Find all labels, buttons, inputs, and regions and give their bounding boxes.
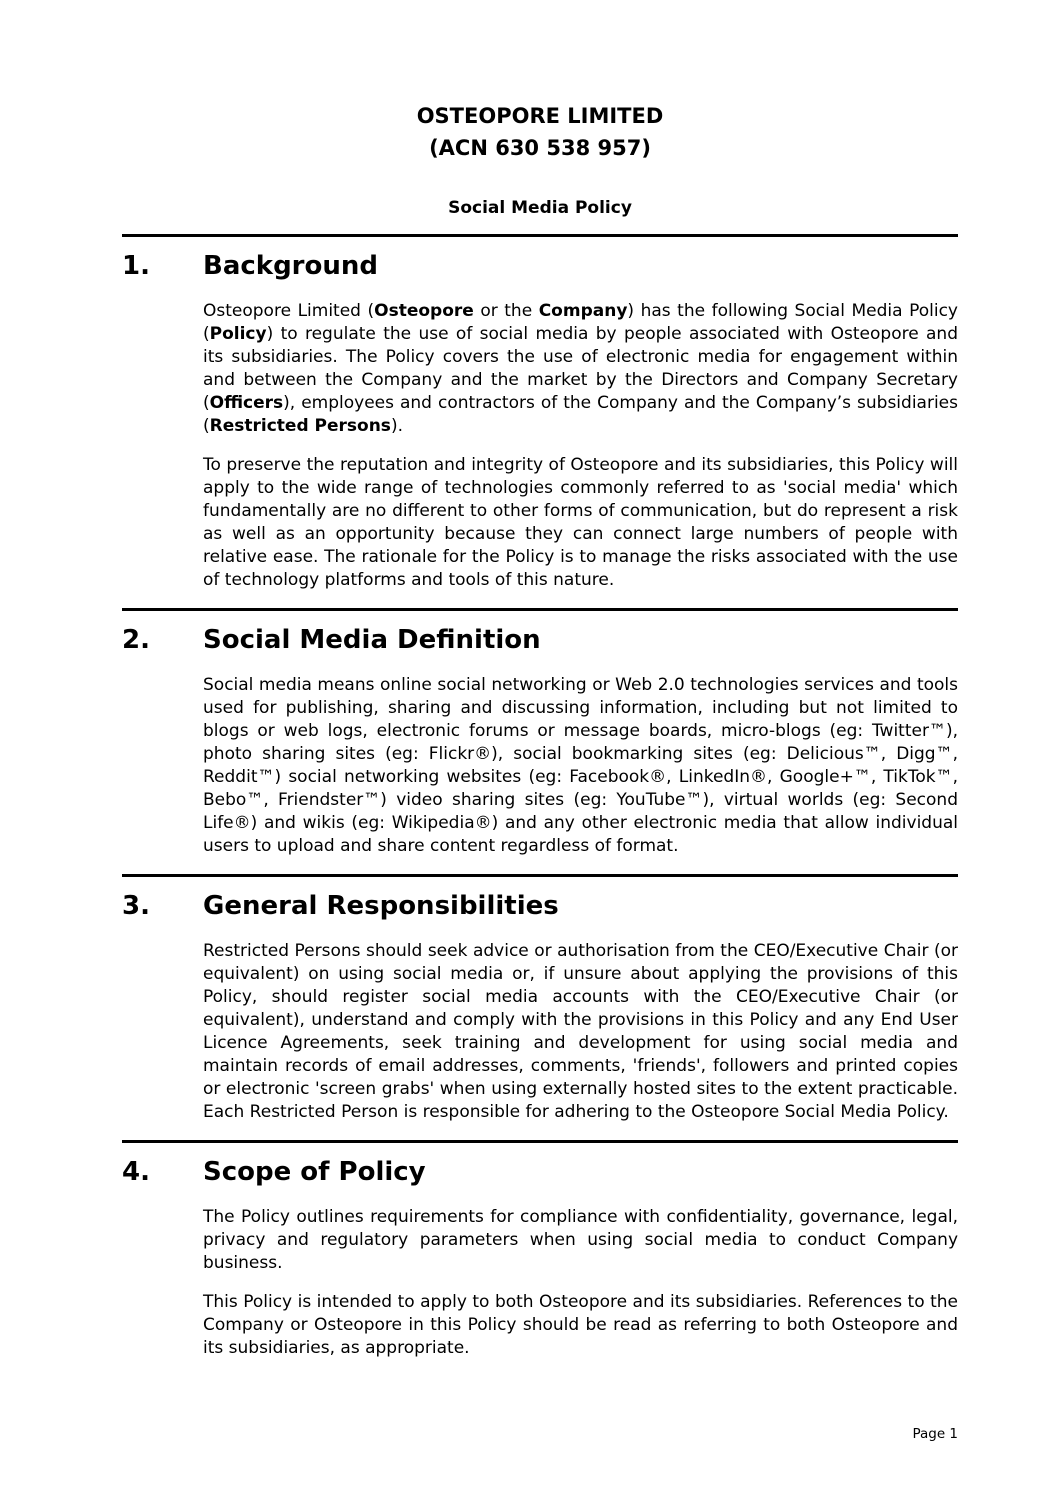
section-4-paragraph-1: The Policy outlines requirements for compliance with confidentiality, governance, legal, privacy and regulatory parameters when using social media to conduct Company business.	[203, 1207, 958, 1273]
section-2-heading	[122, 622, 958, 658]
document-title-line2: (ACN 630 538 957)	[429, 136, 651, 160]
section-1-heading	[122, 248, 958, 284]
section-3	[122, 874, 958, 1124]
section-2-heading-text: Social Media Definition	[203, 625, 541, 655]
section-4-rule	[122, 1140, 958, 1143]
section-2	[122, 608, 958, 858]
section-1-rule	[122, 234, 958, 237]
section-3-heading-text: General Responsibilities	[203, 891, 559, 921]
bold-term-osteopore: Osteopore	[374, 301, 474, 321]
section-3-paragraph-1: Restricted Persons should seek advice or authorisation from the CEO/Executive Chair (or equivalent) on using social media or, if unsure about applying the provisions of this Policy, should register social media accounts with the CEO/Executive Chair (or equivalent), understand and comply with the provisions in this Policy and any End User Licence Agreements, seek training and development for using social media and maintain records of email addresses, comments, 'friends', followers and printed copies or electronic 'screen grabs' when using externally hosted sites to the extent practicable. Each Restricted Person is responsible for adhering to the Osteopore Social Media Policy.	[203, 941, 958, 1122]
text-segment: ), employees and contractors of the Company and the Company’s subsidiaries (	[203, 393, 958, 436]
document-title	[122, 100, 958, 164]
section-2-number: 2.	[122, 625, 150, 655]
bold-term-officers: Officers	[209, 393, 284, 413]
section-4-paragraph-2: This Policy is intended to apply to both Osteopore and its subsidiaries. References to the Company or Osteopore in this Policy should be read as referring to both Osteopore and its subsidiaries, as appropriate.	[203, 1292, 958, 1358]
document-title-line1: OSTEOPORE LIMITED	[416, 104, 664, 128]
section-1	[122, 234, 958, 592]
page-footer	[912, 1426, 958, 1442]
section-4	[122, 1140, 958, 1360]
section-4-heading-text: Scope of Policy	[203, 1157, 426, 1187]
text-segment: ) to regulate the use of social media by people associated with Osteopore and its subsidiaries. The Policy covers the use of electronic media for engagement within and between the Company and the market by the Directors and Company Secretary (	[203, 324, 958, 413]
section-3-heading	[122, 888, 958, 924]
text-segment: Osteopore Limited (	[203, 301, 375, 321]
text-segment: ).	[390, 416, 403, 436]
document-subtitle: Social Media Policy	[448, 198, 632, 218]
bold-term-company: Company	[538, 301, 628, 321]
section-1-heading-text: Background	[203, 251, 378, 281]
section-4-heading	[122, 1154, 958, 1190]
section-3-rule	[122, 874, 958, 877]
text-segment: or the	[473, 301, 539, 321]
text-segment: ) has the following Social Media Policy (	[203, 301, 958, 344]
page-number: Page 1	[912, 1426, 958, 1442]
section-2-rule	[122, 608, 958, 611]
section-1-paragraph-1	[203, 300, 958, 438]
section-1-paragraph-2: To preserve the reputation and integrity of Osteopore and its subsidiaries, this Policy will apply to the wide range of technologies commonly referred to as 'social media' which fundamentally are no different to other forms of communication, but do represent a risk as well as an opportunity because they can connect large numbers of people with relative ease. The rationale for the Policy is to manage the risks associated with the use of technology platforms and tools of this nature.	[203, 455, 958, 590]
section-3-number: 3.	[122, 891, 150, 921]
section-2-paragraph-1: Social media means online social networking or Web 2.0 technologies services and tools used for publishing, sharing and discussing information, including but not limited to blogs or web logs, electronic forums or message boards, micro-blogs (eg: Twitter™), photo sharing sites (eg: Flickr®), social bookmarking sites (eg: Delicious™, Digg™, Reddit™) social networking websites (eg: Facebook®, LinkedIn®, Google+™, TikTok™, Bebo™, Friendster™) video sharing sites (eg: YouTube™), virtual worlds (eg: Second Life®) and wikis (eg: Wikipedia®) and any other electronic media that allow individual users to upload and share content regardless of format.	[203, 675, 958, 856]
section-4-number: 4.	[122, 1157, 150, 1187]
bold-term-restricted-persons: Restricted Persons	[209, 416, 391, 436]
bold-term-policy: Policy	[209, 324, 267, 344]
section-1-number: 1.	[122, 251, 150, 281]
